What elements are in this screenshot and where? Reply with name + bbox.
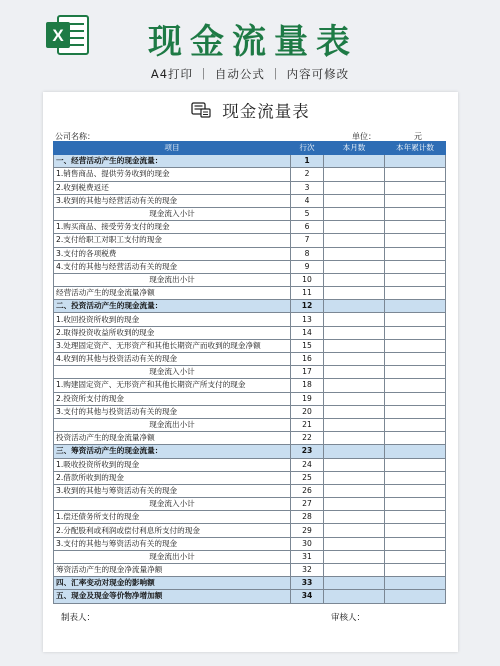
row-line-no-cell: 28 — [291, 511, 324, 524]
row-item-cell[interactable]: 2.投资所支付的现金 — [54, 392, 291, 405]
row-year-to-date-cell[interactable] — [385, 484, 446, 497]
column-header-this-month: 本月数 — [324, 142, 385, 155]
row-line-no-cell: 24 — [291, 458, 324, 471]
row-line-no-cell: 4 — [291, 194, 324, 207]
row-item-cell[interactable]: 3.收到的其他与筹资活动有关的现金 — [54, 484, 291, 497]
table-row — [54, 326, 446, 339]
column-header-item: 项目 — [54, 142, 291, 155]
row-year-to-date-cell[interactable] — [385, 300, 446, 313]
row-item-cell[interactable]: 现金流入小计 — [54, 207, 291, 220]
banner-subtitle: A4打印 ｜ 自动公式 ｜ 内容可修改 — [150, 67, 350, 81]
preparer-label: 制表人： — [61, 613, 96, 623]
row-year-to-date-cell[interactable] — [385, 564, 446, 577]
row-year-to-date-cell[interactable] — [385, 287, 446, 300]
table-row — [54, 537, 446, 550]
row-year-to-date-cell[interactable] — [385, 155, 446, 168]
row-this-month-cell[interactable] — [324, 181, 385, 194]
row-year-to-date-cell[interactable] — [385, 418, 446, 431]
row-this-month-cell[interactable] — [324, 379, 385, 392]
table-row — [54, 590, 446, 603]
row-year-to-date-cell[interactable] — [385, 194, 446, 207]
row-line-no-cell: 22 — [291, 432, 324, 445]
row-item-cell[interactable]: 经营活动产生的现金流量净额 — [54, 287, 291, 300]
table-row — [54, 194, 446, 207]
row-year-to-date-cell[interactable] — [385, 405, 446, 418]
table-row — [54, 300, 446, 313]
row-this-month-cell[interactable] — [324, 524, 385, 537]
row-item-cell[interactable]: 二、投资活动产生的现金流量： — [54, 300, 291, 313]
row-line-no-cell: 9 — [291, 260, 324, 273]
document-header — [43, 98, 458, 124]
row-item-cell[interactable]: 1.销售商品、提供劳务收到的现金 — [54, 168, 291, 181]
row-year-to-date-cell[interactable] — [385, 458, 446, 471]
row-this-month-cell[interactable] — [324, 353, 385, 366]
row-line-no-cell: 23 — [291, 445, 324, 458]
table-row — [54, 313, 446, 326]
table-row — [54, 550, 446, 563]
row-year-to-date-cell[interactable] — [385, 379, 446, 392]
row-this-month-cell[interactable] — [324, 300, 385, 313]
row-line-no-cell: 11 — [291, 287, 324, 300]
row-item-cell[interactable]: 3.处理固定资产、无形资产和其他长期资产而收到的现金净额 — [54, 339, 291, 352]
row-this-month-cell[interactable] — [324, 287, 385, 300]
row-this-month-cell[interactable] — [324, 194, 385, 207]
cash-flow-table — [53, 141, 446, 604]
row-item-cell[interactable]: 五、现金及现金等价物净增加额 — [54, 590, 291, 603]
row-year-to-date-cell[interactable] — [385, 273, 446, 286]
row-year-to-date-cell[interactable] — [385, 339, 446, 352]
row-this-month-cell[interactable] — [324, 247, 385, 260]
row-item-cell[interactable]: 3.支付的各项税费 — [54, 247, 291, 260]
row-year-to-date-cell[interactable] — [385, 234, 446, 247]
row-item-cell[interactable]: 3.支付的其他与筹资活动有关的现金 — [54, 537, 291, 550]
row-item-cell[interactable]: 2.收到税费返还 — [54, 181, 291, 194]
row-item-cell[interactable]: 现金流出小计 — [54, 550, 291, 563]
table-row — [54, 484, 446, 497]
row-year-to-date-cell[interactable] — [385, 392, 446, 405]
row-year-to-date-cell[interactable] — [385, 550, 446, 563]
row-this-month-cell[interactable] — [324, 260, 385, 273]
table-row — [54, 379, 446, 392]
row-year-to-date-cell[interactable] — [385, 313, 446, 326]
table-row — [54, 524, 446, 537]
table-row — [54, 260, 446, 273]
row-this-month-cell[interactable] — [324, 471, 385, 484]
row-line-no-cell: 26 — [291, 484, 324, 497]
row-this-month-cell[interactable] — [324, 445, 385, 458]
table-row — [54, 458, 446, 471]
row-item-cell[interactable]: 现金流出小计 — [54, 273, 291, 286]
table-row — [54, 221, 446, 234]
row-year-to-date-cell[interactable] — [385, 326, 446, 339]
row-this-month-cell[interactable] — [324, 590, 385, 603]
unit-value: 元 — [414, 132, 422, 141]
row-item-cell[interactable]: 1.偿还债务所支付的现金 — [54, 511, 291, 524]
row-this-month-cell[interactable] — [324, 168, 385, 181]
row-year-to-date-cell[interactable] — [385, 207, 446, 220]
row-year-to-date-cell[interactable] — [385, 511, 446, 524]
table-row — [54, 498, 446, 511]
table-row — [54, 181, 446, 194]
row-item-cell[interactable]: 1.购买商品、接受劳务支付的现金 — [54, 221, 291, 234]
table-row — [54, 234, 446, 247]
row-this-month-cell[interactable] — [324, 537, 385, 550]
row-this-month-cell[interactable] — [324, 511, 385, 524]
table-row — [54, 353, 446, 366]
row-item-cell[interactable]: 现金流入小计 — [54, 366, 291, 379]
row-line-no-cell: 31 — [291, 550, 324, 563]
row-line-no-cell: 20 — [291, 405, 324, 418]
table-row — [54, 432, 446, 445]
row-year-to-date-cell[interactable] — [385, 498, 446, 511]
row-line-no-cell: 3 — [291, 181, 324, 194]
table-row — [54, 366, 446, 379]
table-row — [54, 511, 446, 524]
row-year-to-date-cell[interactable] — [385, 432, 446, 445]
excel-icon — [44, 12, 90, 58]
table-row — [54, 247, 446, 260]
company-label: 公司名称： — [55, 132, 95, 141]
table-row — [54, 207, 446, 220]
row-this-month-cell[interactable] — [324, 484, 385, 497]
row-item-cell[interactable]: 2.支付给职工对职工支付的现金 — [54, 234, 291, 247]
row-item-cell[interactable]: 2.分配股利或利润或偿付利息所支付的现金 — [54, 524, 291, 537]
row-this-month-cell[interactable] — [324, 366, 385, 379]
row-item-cell[interactable]: 4.收到的其他与投资活动有关的现金 — [54, 353, 291, 366]
row-item-cell[interactable]: 4.支付的其他与经营活动有关的现金 — [54, 260, 291, 273]
row-year-to-date-cell[interactable] — [385, 181, 446, 194]
row-line-no-cell: 5 — [291, 207, 324, 220]
row-this-month-cell[interactable] — [324, 458, 385, 471]
row-item-cell[interactable]: 三、筹资活动产生的现金流量： — [54, 445, 291, 458]
document-sheet — [43, 92, 458, 652]
row-this-month-cell[interactable] — [324, 405, 385, 418]
table-row — [54, 564, 446, 577]
row-this-month-cell[interactable] — [324, 155, 385, 168]
row-this-month-cell[interactable] — [324, 392, 385, 405]
table-row — [54, 392, 446, 405]
row-line-no-cell: 27 — [291, 498, 324, 511]
row-line-no-cell: 19 — [291, 392, 324, 405]
row-item-cell[interactable]: 1.购建固定资产、无形资产和其他长期资产所支付的现金 — [54, 379, 291, 392]
table-row — [54, 287, 446, 300]
row-item-cell[interactable]: 2.取得投资收益所收到的现金 — [54, 326, 291, 339]
row-item-cell[interactable]: 筹资活动产生的现金净流量净额 — [54, 564, 291, 577]
calculator-icon — [191, 102, 211, 118]
table-row — [54, 339, 446, 352]
row-this-month-cell[interactable] — [324, 326, 385, 339]
row-this-month-cell[interactable] — [324, 498, 385, 511]
row-this-month-cell[interactable] — [324, 432, 385, 445]
row-line-no-cell: 34 — [291, 590, 324, 603]
row-line-no-cell: 10 — [291, 273, 324, 286]
row-this-month-cell[interactable] — [324, 418, 385, 431]
row-this-month-cell[interactable] — [324, 564, 385, 577]
column-header-line-no: 行次 — [291, 142, 324, 155]
row-line-no-cell: 32 — [291, 564, 324, 577]
unit-label: 单位： — [352, 132, 376, 141]
table-header-row — [54, 142, 446, 155]
table-row — [54, 418, 446, 431]
row-year-to-date-cell[interactable] — [385, 445, 446, 458]
row-line-no-cell: 8 — [291, 247, 324, 260]
row-this-month-cell[interactable] — [324, 550, 385, 563]
row-line-no-cell: 18 — [291, 379, 324, 392]
row-item-cell[interactable]: 四、汇率变动对现金的影响额 — [54, 577, 291, 590]
row-item-cell[interactable]: 3.收到的其他与经营活动有关的现金 — [54, 194, 291, 207]
table-row — [54, 471, 446, 484]
table-row — [54, 445, 446, 458]
banner — [0, 0, 500, 92]
column-header-year-to-date: 本年累计数 — [385, 142, 446, 155]
row-year-to-date-cell[interactable] — [385, 260, 446, 273]
row-year-to-date-cell[interactable] — [385, 590, 446, 603]
table-row — [54, 155, 446, 168]
table-row — [54, 168, 446, 181]
row-this-month-cell[interactable] — [324, 313, 385, 326]
row-this-month-cell[interactable] — [324, 234, 385, 247]
row-line-no-cell: 13 — [291, 313, 324, 326]
row-year-to-date-cell[interactable] — [385, 537, 446, 550]
row-line-no-cell: 30 — [291, 537, 324, 550]
row-this-month-cell[interactable] — [324, 221, 385, 234]
row-year-to-date-cell[interactable] — [385, 221, 446, 234]
row-year-to-date-cell[interactable] — [385, 524, 446, 537]
row-line-no-cell: 14 — [291, 326, 324, 339]
row-item-cell[interactable]: 一、经营活动产生的现金流量： — [54, 155, 291, 168]
row-this-month-cell[interactable] — [324, 577, 385, 590]
row-line-no-cell: 29 — [291, 524, 324, 537]
row-line-no-cell: 6 — [291, 221, 324, 234]
row-year-to-date-cell[interactable] — [385, 168, 446, 181]
row-item-cell[interactable]: 1.收回投资所收到的现金 — [54, 313, 291, 326]
row-line-no-cell: 25 — [291, 471, 324, 484]
row-item-cell[interactable]: 3.支付的其他与投资活动有关的现金 — [54, 405, 291, 418]
row-line-no-cell: 1 — [291, 155, 324, 168]
row-line-no-cell: 17 — [291, 366, 324, 379]
row-this-month-cell[interactable] — [324, 339, 385, 352]
row-item-cell[interactable]: 现金流出小计 — [54, 418, 291, 431]
reviewer-label: 审核人： — [331, 613, 366, 623]
row-line-no-cell: 15 — [291, 339, 324, 352]
row-item-cell[interactable]: 1.吸收投资所收到的现金 — [54, 458, 291, 471]
row-line-no-cell: 21 — [291, 418, 324, 431]
row-line-no-cell: 33 — [291, 577, 324, 590]
banner-title: 现金流量表 — [148, 22, 358, 62]
row-year-to-date-cell[interactable] — [385, 247, 446, 260]
table-row — [54, 405, 446, 418]
row-line-no-cell: 7 — [291, 234, 324, 247]
document-title: 现金流量表 — [222, 102, 310, 121]
row-item-cell[interactable]: 现金流入小计 — [54, 498, 291, 511]
row-line-no-cell: 16 — [291, 353, 324, 366]
row-year-to-date-cell[interactable] — [385, 353, 446, 366]
row-this-month-cell[interactable] — [324, 273, 385, 286]
row-year-to-date-cell[interactable] — [385, 366, 446, 379]
row-year-to-date-cell[interactable] — [385, 471, 446, 484]
excel-logo-letter: X — [52, 26, 64, 45]
row-year-to-date-cell[interactable] — [385, 577, 446, 590]
table-row — [54, 577, 446, 590]
row-item-cell[interactable]: 2.借款所收到的现金 — [54, 471, 291, 484]
table-row — [54, 273, 446, 286]
row-this-month-cell[interactable] — [324, 207, 385, 220]
row-line-no-cell: 12 — [291, 300, 324, 313]
row-item-cell[interactable]: 投资活动产生的现金流量净额 — [54, 432, 291, 445]
row-line-no-cell: 2 — [291, 168, 324, 181]
